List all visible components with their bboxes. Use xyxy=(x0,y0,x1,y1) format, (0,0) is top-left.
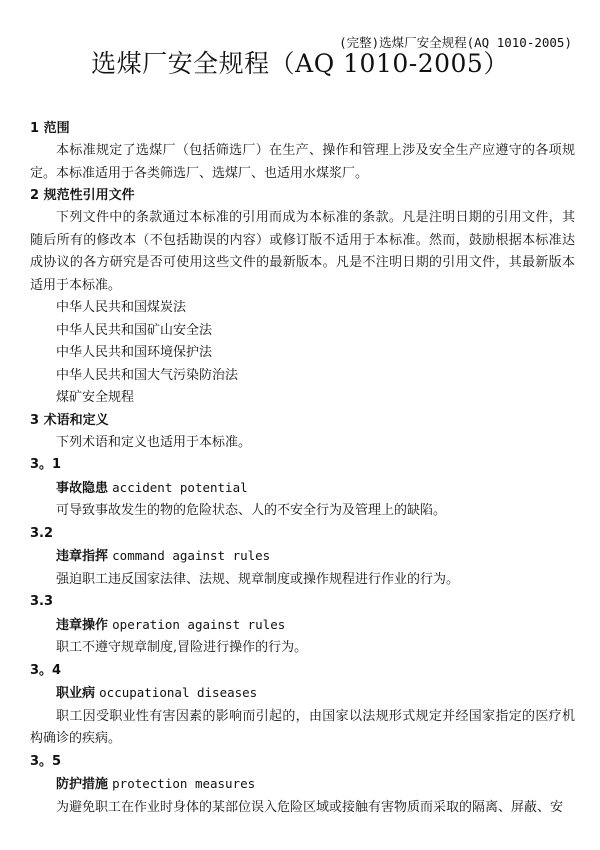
term-number: 3。4 xyxy=(30,662,62,678)
document-body xyxy=(30,118,575,819)
section-1-paragraph: 本标准规定了选煤厂（包括筛选厂）在生产、操作和管理上涉及安全生产应遵守的各项规定。本标准适用于各类筛选厂、选煤厂、也适用水煤浆厂。 xyxy=(30,143,575,181)
section-3-intro: 下列术语和定义也适用于本标准。 xyxy=(56,434,252,450)
law-item: 中华人民共和国煤炭法 xyxy=(56,300,187,315)
law-item: 中华人民共和国环境保护法 xyxy=(56,345,213,360)
term-zh: 事故隐患 xyxy=(56,480,109,496)
term-zh: 职业病 xyxy=(56,686,96,701)
term-en: command against rules xyxy=(112,548,271,563)
term-number: 3.3 xyxy=(30,594,54,609)
term-en: accident potential xyxy=(112,479,248,495)
term-definition: 强迫职工违反国家法律、法规、规章制度或操作规程进行作业的行为。 xyxy=(56,571,460,587)
term-zh: 违章指挥 xyxy=(56,549,109,564)
term-en: protection measures xyxy=(112,776,256,791)
term-number: 3。5 xyxy=(30,753,62,769)
term-en: occupational diseases xyxy=(99,685,258,700)
header-note: (完整)选煤厂安全规程(AQ 1010-2005) xyxy=(339,35,572,50)
term-zh: 防护措施 xyxy=(56,777,109,792)
law-item: 中华人民共和国大气污染防治法 xyxy=(56,367,239,383)
term-definition: 职工不遵守规章制度,冒险进行操作的行为。 xyxy=(56,640,308,655)
term-definition: 职工因受职业性有害因素的影响而引起的，由国家以法规形式规定并经国家指定的医疗机构确诊的疾病。 xyxy=(30,708,575,746)
law-item: 煤矿安全规程 xyxy=(56,390,135,405)
term-definition: 为避免职工在作业时身体的某部位误入危险区域或接触有害物质而采取的隔离、屏蔽、安 xyxy=(56,799,564,815)
term-title xyxy=(30,773,575,797)
term-number: 3。1 xyxy=(30,457,62,472)
section-2-heading: 2 规范性引用文件 xyxy=(30,188,135,203)
term-title xyxy=(30,682,575,706)
term-number: 3.2 xyxy=(30,525,54,541)
term-title xyxy=(30,545,575,569)
section-2-paragraph: 下列文件中的条款通过本标准的引用而成为本标准的条款。凡是注明日期的引用文件，其随后所有的修改本（不包括勘误的内容）或修订版不适用于本标准。然而，鼓励根据本标准达成协议的各方研究是否可使用这些文件的最新版本。凡是不注明日期的引用文件，其最新版本适用于本标准。 xyxy=(30,210,575,293)
section-1-heading: 1 范围 xyxy=(30,121,70,136)
page-title: 选煤厂安全规程（AQ 1010-2005） xyxy=(91,49,509,78)
term-zh: 违章操作 xyxy=(56,617,109,633)
term-definition: 可导致事故发生的物的危险状态、人的不安全行为及管理上的缺陷。 xyxy=(56,503,447,518)
term-title xyxy=(30,614,575,638)
term-en: operation against rules xyxy=(112,616,286,632)
section-3-heading: 3 术语和定义 xyxy=(30,412,109,428)
term-title xyxy=(30,477,575,501)
law-item: 中华人民共和国矿山安全法 xyxy=(56,322,213,338)
